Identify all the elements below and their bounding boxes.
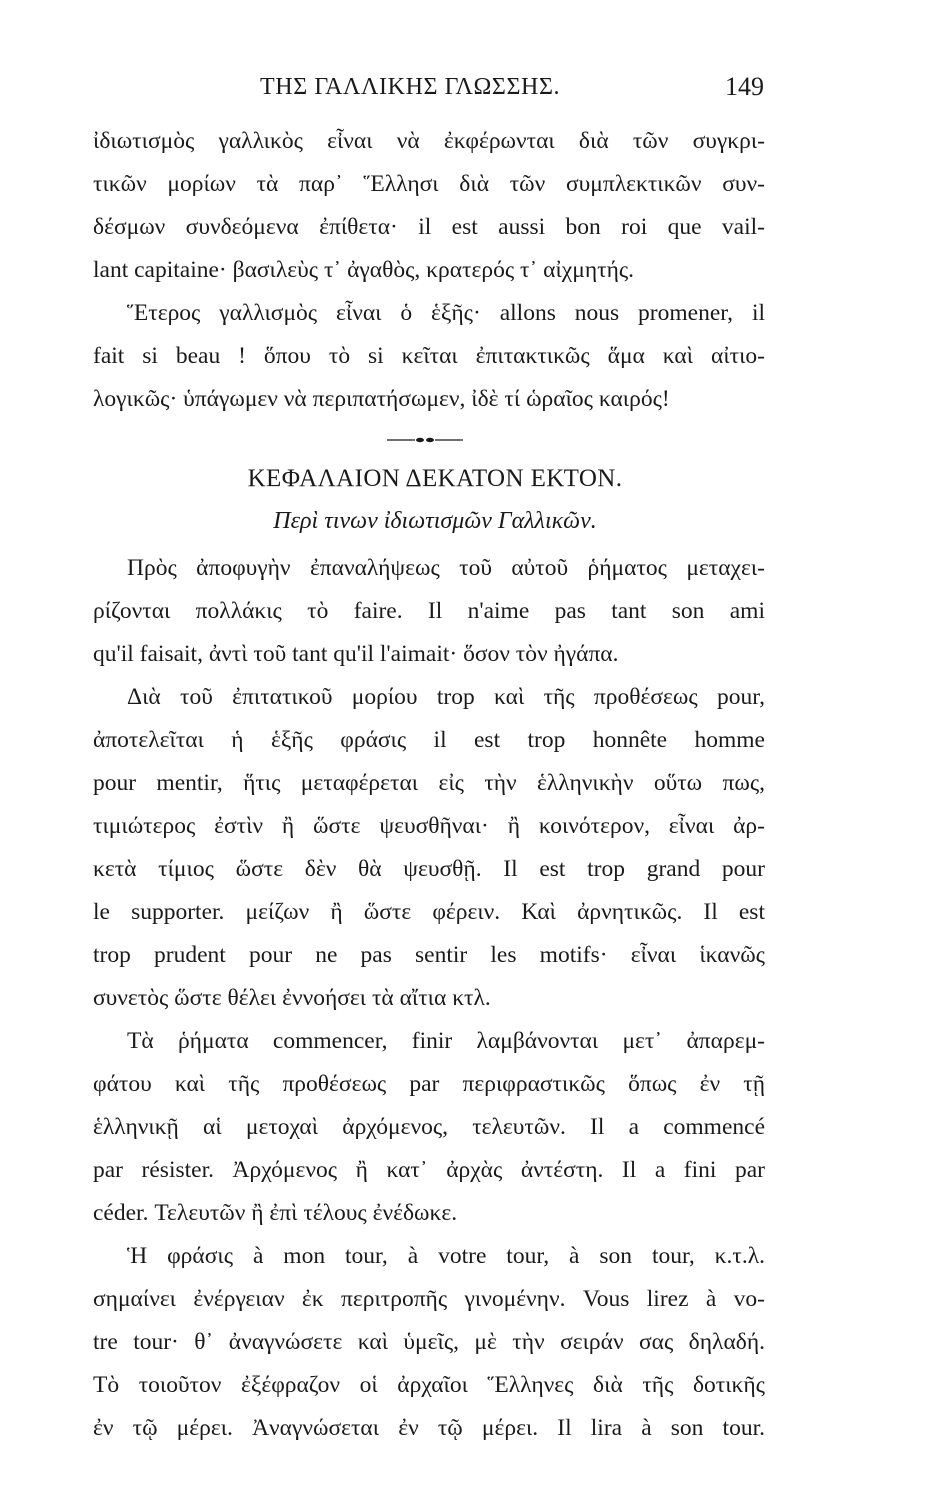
paragraph-faire (93, 547, 765, 676)
text-line: céder. Τελευτῶν ἢ ἐπὶ τέλους ἐνέδωκε. (93, 1200, 458, 1226)
text-line: συνετὸς ὥστε θέλει ἐννοήσει τὰ αἴτια κτλ. (93, 985, 491, 1011)
text-line: ἑλληνικῇ αἱ μετοχαὶ ἀρχόμενος, τελευτῶν. Il a commencé (93, 1114, 765, 1140)
page-number: 149 (725, 72, 764, 101)
ornament-rule-icon (387, 437, 463, 443)
text-line: λογικῶς· ὑπάγωμεν νὰ περιπατήσωμεν, ἰδὲ τί ὡραῖος καιρός! (93, 386, 670, 412)
paragraph-comparative-idiom (93, 120, 765, 292)
text-line: Πρὸς ἀποφυγὴν ἐπαναλήψεως τοῦ αὐτοῦ ῥήματος μεταχει- (127, 555, 765, 581)
paragraph-allons-idiom (93, 292, 765, 421)
text-line: tre tour· θ᾽ ἀναγνώσετε καὶ ὑμεῖς, μὲ τὴν σειράν σας δηλαδή. (93, 1329, 765, 1355)
paragraph-commencer-finir (93, 1020, 765, 1235)
text-line: pour mentir, ἥτις μεταφέρεται εἰς τὴν ἑλληνικὴν οὕτω πως, (93, 770, 765, 796)
text-line: σημαίνει ἐνέργειαν ἐκ περιτροπῆς γινομένην. Vous lirez à vo- (93, 1286, 765, 1312)
text-line: δέσμων συνδεόμενα ἐπίθετα· il est aussi bon roi que vail- (93, 214, 765, 240)
text-line: ρίζονται πολλάκις τὸ faire. Il n'aime pas tant son ami (93, 598, 765, 624)
text-line: Ἕτερος γαλλισμὸς εἶναι ὁ ἑξῆς· allons nous promener, il (127, 300, 765, 326)
text-line: le supporter. μείζων ἢ ὥστε φέρειν. Καὶ ἀρνητικῶς. Il est (93, 899, 765, 925)
running-head (92, 72, 764, 106)
text-line: Διὰ τοῦ ἐπιτατικοῦ μορίου trop καὶ τῆς προθέσεως pour, (127, 684, 765, 710)
text-line: κετὰ τίμιος ὥστε δὲν θὰ ψευσθῇ. Il est trop grand pour (93, 856, 765, 882)
text-line: fait si beau ! ὅπου τὸ si κεῖται ἐπιτακτικῶς ἅμα καὶ αἰτιο- (93, 343, 765, 369)
text-line: Τὰ ῥήματα commencer, finir λαμβάνονται μετ᾽ ἀπαρεμ- (127, 1028, 765, 1054)
paragraph-a-mon-tour (93, 1235, 765, 1450)
text-line: par résister. Ἀρχόμενος ἢ κατ᾽ ἀρχὰς ἀντέστη. Il a fini par (93, 1157, 765, 1183)
chapter-heading: ΚΕΦΑΛΑΙΟΝ ΔΕΚΑΤΟΝ ΕΚΤΟΝ. (247, 465, 623, 492)
text-line: ἰδιωτισμὸς γαλλικὸς εἶναι νὰ ἐκφέρωνται διὰ τῶν συγκρι- (93, 128, 765, 154)
paragraph-trop-pour (93, 676, 765, 1020)
text-line: τιμιώτερος ἐστὶν ἢ ὥστε ψευσθῆναι· ἢ κοινότερον, εἶναι ἀρ- (93, 813, 765, 839)
text-block (93, 120, 765, 1450)
text-line: Τὸ τοιοῦτον ἐξέφραζον οἱ ἀρχαῖοι Ἕλληνες διὰ τῆς δοτικῆς (93, 1372, 765, 1398)
text-line: qu'il faisait, ἀντὶ τοῦ tant qu'il l'aimait· ὅσον τὸν ἠγάπα. (93, 641, 619, 667)
text-line: Ἡ φράσις à mon tour, à votre tour, à son tour, κ.τ.λ. (127, 1243, 765, 1269)
text-line: lant capitaine· βασιλεὺς τ᾽ ἀγαθὸς, κρατερός τ᾽ αἰχμητής. (93, 257, 635, 283)
text-line: ἐν τῷ μέρει. Ἀναγνώσεται ἐν τῷ μέρει. Il lira à son tour. (93, 1415, 765, 1441)
text-line: ἀποτελεῖται ἡ ἑξῆς φράσις il est trop honnête homme (93, 727, 765, 753)
running-title: ΤΗΣ ΓΑΛΛΙΚΗΣ ΓΛΩΣΣΗΣ. (260, 74, 561, 100)
section-divider (93, 421, 765, 455)
text-line: φάτου καὶ τῆς προθέσεως par περιφραστικῶς ὅπως ἐν τῇ (93, 1071, 765, 1097)
text-line: trop prudent pour ne pas sentir les motifs· εἶναι ἱκανῶς (93, 942, 765, 968)
chapter-subtitle: Περὶ τινων ἰδιωτισμῶν Γαλλικῶν. (273, 508, 597, 534)
text-line: τικῶν μορίων τὰ παρ᾽ Ἕλλησι διὰ τῶν συμπλεκτικῶν συν- (93, 171, 765, 197)
